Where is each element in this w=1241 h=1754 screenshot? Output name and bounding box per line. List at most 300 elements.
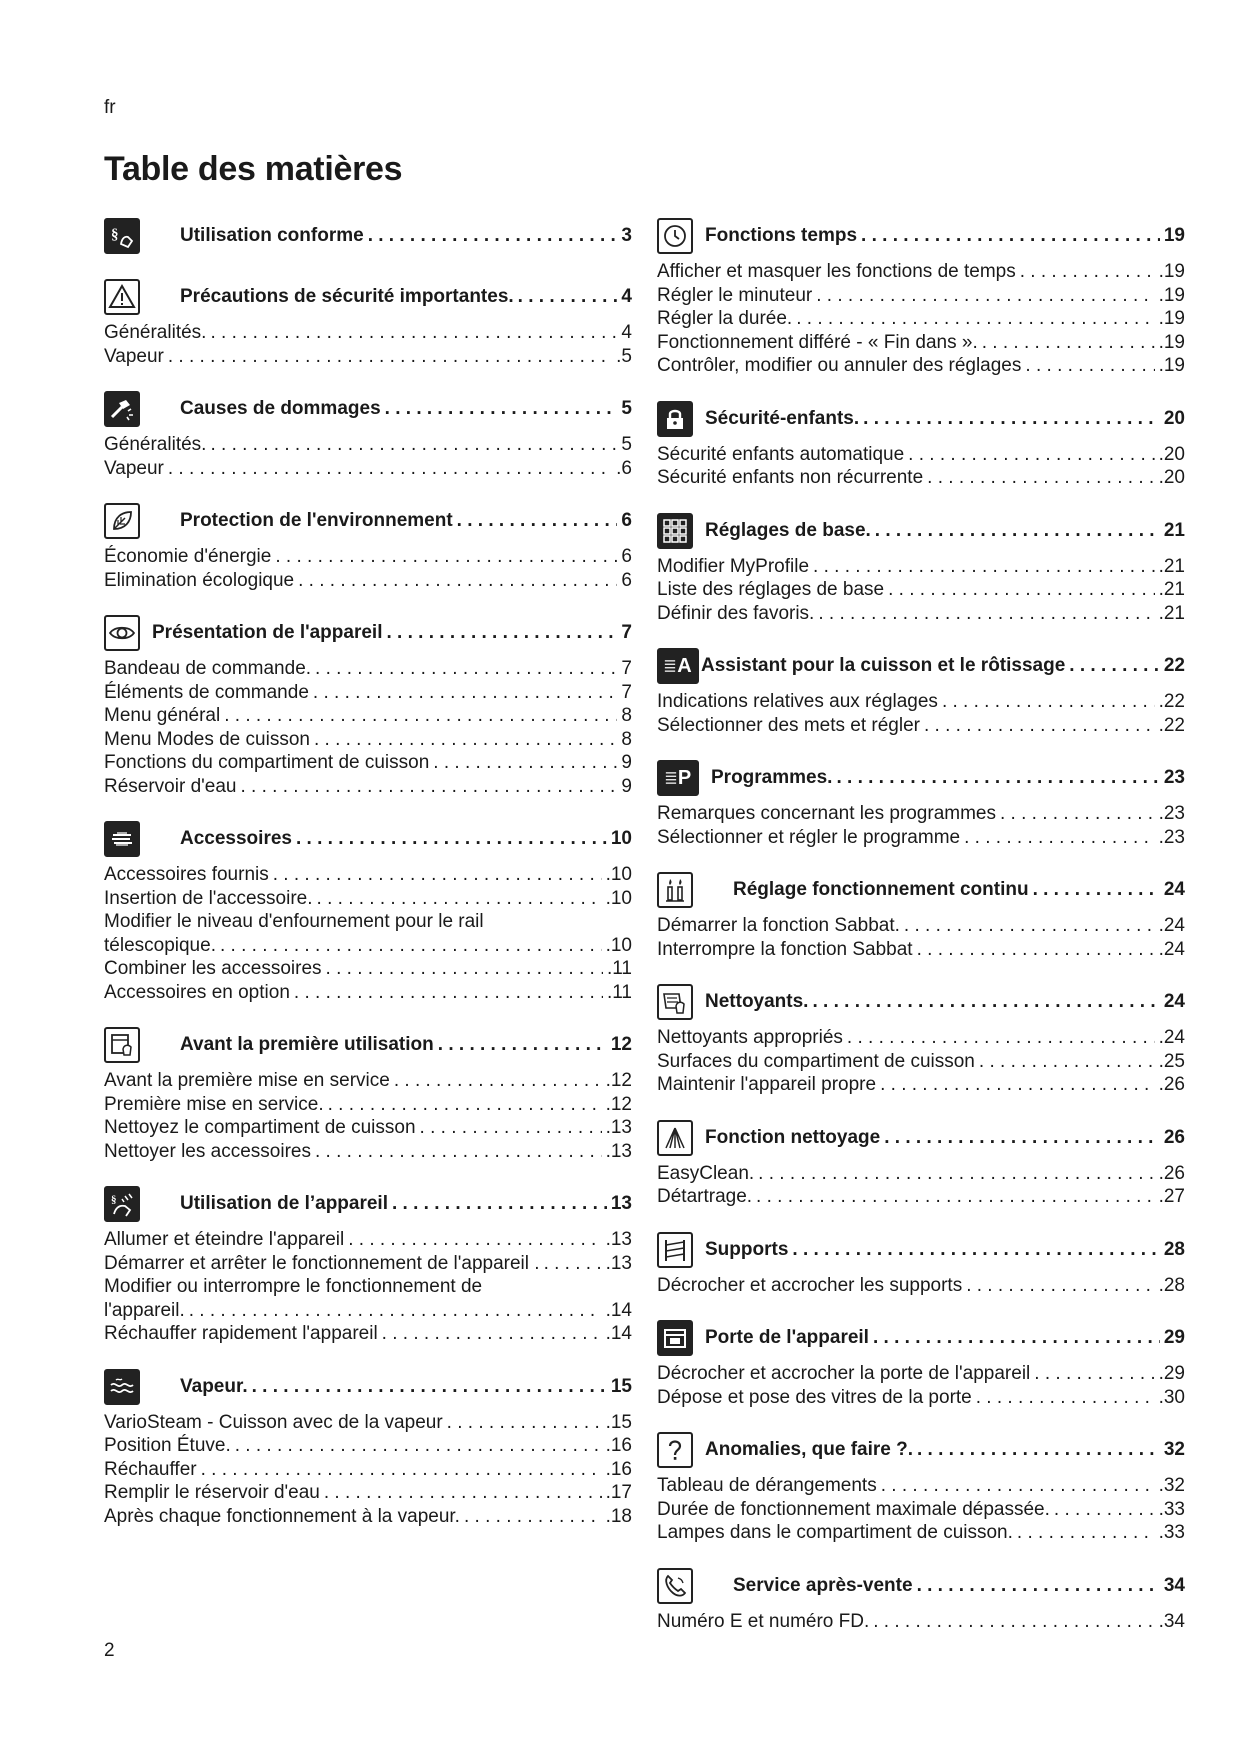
section-title-label: Nettoyants. — [705, 991, 809, 1012]
toc-entry[interactable] — [657, 802, 1185, 826]
dot-leader — [917, 1575, 1160, 1597]
steam-icon — [104, 1369, 140, 1405]
toc-entry[interactable] — [104, 321, 632, 345]
toc-entry[interactable] — [104, 457, 632, 481]
toc-entry[interactable] — [104, 887, 632, 911]
entry-label: Fonctionnement différé - « Fin dans ». — [657, 331, 978, 353]
section-page-number: 28 — [1163, 1238, 1185, 1260]
entry-page-number: .11 — [606, 958, 632, 979]
toc-section-service-apres-vente — [657, 1566, 1185, 1634]
dot-leader — [313, 681, 618, 705]
dot-leader — [348, 1228, 601, 1252]
entry-label: VarioSteam - Cuisson avec de la vapeur — [104, 1411, 443, 1433]
section-heading[interactable] — [657, 758, 1185, 798]
entry-list — [104, 1411, 632, 1529]
section-heading[interactable] — [657, 870, 1185, 910]
cleaning-agents-icon — [657, 984, 693, 1020]
dot-leader — [816, 284, 1154, 308]
toc-entry[interactable] — [657, 1185, 1185, 1209]
entry-page-number: .23 — [1158, 803, 1185, 824]
dot-leader — [836, 767, 1159, 789]
section-page-number: 15 — [610, 1375, 632, 1397]
entry-label: Interrompre la fonction Sabbat — [657, 938, 913, 960]
section-page-number: 32 — [1163, 1439, 1185, 1460]
toc-entry[interactable] — [104, 1116, 632, 1140]
dot-leader — [1025, 354, 1154, 378]
toc-section-utilisation-conforme — [104, 216, 632, 256]
dot-leader — [275, 545, 617, 569]
dot-leader — [168, 457, 612, 481]
section-heading[interactable] — [104, 501, 632, 541]
dot-leader — [252, 1376, 607, 1398]
toc-entry[interactable] — [104, 1140, 632, 1164]
assistant-a-icon — [657, 648, 699, 684]
section-title — [733, 879, 1185, 901]
toc-entry[interactable] — [657, 1521, 1185, 1545]
section-heading[interactable] — [657, 399, 1185, 439]
dot-leader — [917, 938, 1155, 962]
sabbath-candles-icon — [657, 872, 693, 908]
toc-entry[interactable] — [104, 1434, 632, 1458]
warning-triangle-icon — [104, 279, 140, 315]
toc-entry[interactable] — [657, 714, 1185, 738]
section-title-label: Fonctions temps — [705, 225, 858, 246]
entry-label: Numéro E et numéro FD. — [657, 1610, 870, 1632]
entry-label: EasyClean. — [657, 1162, 755, 1184]
entry-label: Allumer et éteindre l'appareil — [104, 1229, 345, 1250]
entry-page-number: .25 — [1158, 1050, 1185, 1072]
section-title — [180, 286, 632, 308]
dot-leader — [273, 863, 602, 887]
toc-entry[interactable] — [104, 1458, 632, 1482]
entry-page-number: .32 — [1158, 1475, 1185, 1496]
dot-leader — [189, 1299, 602, 1323]
dot-leader — [438, 1034, 607, 1056]
dot-leader — [976, 1386, 1155, 1410]
entry-label: Nettoyez le compartiment de cuisson — [104, 1117, 416, 1138]
section-title-label: Utilisation de l’appareil — [180, 1193, 388, 1214]
dot-leader — [812, 991, 1159, 1013]
section-page-number: 22 — [1163, 655, 1185, 676]
toc-entry[interactable] — [657, 284, 1185, 308]
toc-entry[interactable] — [104, 751, 632, 775]
entry-list — [657, 1162, 1185, 1209]
section-title — [705, 225, 1185, 247]
page-number: 2 — [104, 1640, 115, 1661]
dot-leader — [294, 981, 603, 1005]
entry-page-number: .19 — [1158, 355, 1185, 376]
dot-leader — [756, 1185, 1155, 1209]
toc-entry[interactable] — [657, 1050, 1185, 1074]
entry-label: Définir des favoris. — [657, 602, 815, 624]
entry-page-number: .28 — [1158, 1274, 1185, 1296]
section-title — [180, 398, 632, 420]
dot-leader — [880, 1073, 1155, 1097]
entry-label: Vapeur — [104, 457, 164, 479]
entry-list — [657, 1274, 1185, 1298]
section-heading[interactable] — [104, 1367, 632, 1407]
entry-list — [657, 802, 1185, 849]
section-title-label: Sécurité-enfants. — [705, 407, 860, 429]
dot-leader — [964, 826, 1154, 850]
section-title — [733, 1575, 1185, 1597]
entry-page-number: .33 — [1158, 1522, 1185, 1543]
toc-entry[interactable] — [657, 914, 1185, 938]
entry-label: Éléments de commande — [104, 681, 309, 703]
dot-leader — [298, 569, 617, 593]
toc-entry[interactable] — [657, 1386, 1185, 1410]
dot-leader — [908, 443, 1154, 467]
entry-label: Généralités. — [104, 434, 207, 455]
toc-entry[interactable] — [657, 938, 1185, 962]
section-title — [180, 1376, 632, 1398]
entry-label: Vapeur — [104, 345, 164, 367]
entry-list — [104, 433, 632, 480]
toc-entry[interactable] — [104, 657, 632, 681]
entry-label: Réchauffer rapidement l'appareil — [104, 1323, 378, 1344]
section-title-label: Protection de l'environnement — [180, 510, 453, 531]
dot-leader — [813, 555, 1155, 579]
toc-entry[interactable] — [657, 1162, 1185, 1186]
toc-entry[interactable] — [104, 1411, 632, 1435]
entry-label: Durée de fonctionnement maximale dépassée. — [657, 1498, 1050, 1520]
hand-operation-icon — [104, 1186, 140, 1222]
entry-label: Régler le minuteur — [657, 284, 813, 306]
toc-entry[interactable] — [657, 1498, 1185, 1522]
section-title — [180, 1034, 632, 1056]
dot-leader — [1020, 260, 1155, 284]
toc-entry[interactable] — [657, 1610, 1185, 1634]
entry-page-number: .11 — [606, 981, 632, 1003]
dot-leader — [368, 225, 618, 247]
dot-leader — [385, 398, 618, 420]
entry-page-number: .16 — [605, 1435, 632, 1456]
page-title: Table des matières — [104, 150, 403, 188]
toc-section-vapeur — [104, 1367, 632, 1529]
entry-label: Décrocher et accrocher la porte de l'appareil — [657, 1363, 1031, 1384]
entry-page-number: .14 — [605, 1323, 632, 1344]
entry-label: Lampes dans le compartiment de cuisson. — [657, 1522, 1013, 1543]
section-title-label: Vapeur. — [180, 1375, 248, 1397]
entry-page-number: .24 — [1158, 938, 1185, 960]
section-heading[interactable] — [104, 389, 632, 429]
dot-leader — [386, 622, 617, 644]
entry-page-number: .22 — [1158, 691, 1185, 712]
section-page-number: 20 — [1163, 407, 1185, 429]
entry-page-number: .13 — [605, 1229, 632, 1250]
entry-label: Réchauffer — [104, 1458, 197, 1480]
dot-leader — [979, 1050, 1155, 1074]
entry-page-number: 8 — [621, 728, 632, 750]
section-heading[interactable] — [104, 216, 632, 256]
section-heading[interactable] — [657, 646, 1185, 686]
toc-entry[interactable] — [104, 1252, 632, 1276]
entry-page-number: .18 — [605, 1505, 632, 1527]
dot-leader — [792, 1239, 1159, 1261]
toc-entry[interactable] — [657, 307, 1185, 331]
section-heading[interactable] — [657, 1318, 1185, 1358]
entry-label-continued: télescopique. — [104, 934, 216, 956]
section-title — [180, 828, 632, 850]
entry-page-number: .16 — [605, 1458, 632, 1480]
section-page-number: 6 — [621, 510, 632, 531]
toc-entry[interactable] — [657, 1073, 1185, 1097]
entry-page-number: .34 — [1158, 1610, 1185, 1632]
entry-page-number: .13 — [605, 1252, 632, 1274]
dot-leader — [328, 1093, 602, 1117]
entry-label: Sélectionner et régler le programme — [657, 826, 961, 848]
entry-page-number: 5 — [621, 434, 632, 455]
entry-list — [104, 657, 632, 798]
dot-leader — [315, 1140, 602, 1164]
dot-leader — [796, 307, 1154, 331]
dot-leader — [942, 690, 1155, 714]
toc-entry[interactable] — [104, 863, 632, 887]
dot-leader — [875, 520, 1160, 542]
entry-label: Accessoires fournis — [104, 864, 269, 885]
section-page-number: 4 — [621, 286, 632, 307]
entry-list — [104, 1228, 632, 1346]
toc-entry[interactable] — [657, 443, 1185, 467]
entry-label: Accessoires en option — [104, 981, 290, 1003]
section-title-label: Réglages de base. — [705, 519, 871, 541]
dot-leader — [240, 775, 617, 799]
dot-leader — [433, 751, 617, 775]
section-page-number: 26 — [1163, 1126, 1185, 1148]
language-code: fr — [104, 97, 116, 118]
toc-entry[interactable] — [657, 1362, 1185, 1386]
entry-page-number: .29 — [1158, 1363, 1185, 1384]
toc-section-avant-la-premiere-utilisation — [104, 1025, 632, 1163]
entry-page-number: .33 — [1158, 1498, 1185, 1520]
dot-leader — [544, 1252, 602, 1276]
section-title — [705, 991, 1185, 1013]
svg-text:§: § — [111, 227, 119, 243]
section-page-number: 34 — [1163, 1574, 1185, 1596]
entry-label: Surfaces du compartiment de cuisson — [657, 1050, 975, 1072]
toc-entry[interactable] — [104, 1322, 632, 1346]
entry-label: Sécurité enfants automatique — [657, 443, 905, 465]
section-heading[interactable] — [657, 982, 1185, 1022]
section-heading[interactable] — [657, 216, 1185, 256]
section-page-number: 23 — [1163, 767, 1185, 788]
section-title — [705, 1127, 1185, 1149]
entry-page-number: 9 — [621, 775, 632, 797]
entry-page-number: .22 — [1158, 714, 1185, 736]
entry-page-number: 7 — [621, 658, 632, 679]
entry-continuation — [104, 934, 632, 958]
entry-label: Elimination écologique — [104, 569, 295, 591]
toc-right-column — [657, 216, 1185, 1654]
toc-entry[interactable] — [657, 354, 1185, 378]
entry-list — [657, 690, 1185, 737]
toc-entry[interactable] — [104, 545, 632, 569]
entry-list — [104, 545, 632, 592]
toc-section-reglage-fonctionnement-continu — [657, 870, 1185, 961]
dot-leader — [324, 1481, 602, 1505]
section-heading[interactable] — [104, 819, 632, 859]
entry-label: Démarrer la fonction Sabbat. — [657, 915, 900, 936]
section-title-label: Accessoires — [180, 828, 292, 849]
toc-section-porte-de-l-appareil — [657, 1318, 1185, 1409]
entry-page-number: .24 — [1158, 1027, 1185, 1048]
section-title — [180, 510, 632, 532]
section-heading[interactable] — [104, 1184, 632, 1224]
section-page-number: 3 — [621, 225, 632, 246]
entry-page-number: .13 — [605, 1117, 632, 1138]
entry-label: Modifier MyProfile — [657, 555, 810, 577]
dot-leader — [888, 578, 1154, 602]
toc-entry[interactable] — [657, 331, 1185, 355]
entry-page-number: .26 — [1158, 1074, 1185, 1095]
toc-entry[interactable] — [104, 433, 632, 457]
entry-label: Généralités. — [104, 322, 207, 343]
entry-continuation — [104, 1299, 632, 1323]
toc-entry[interactable] — [104, 1228, 632, 1252]
toc-entry[interactable] — [104, 728, 632, 752]
dot-leader — [326, 957, 603, 981]
first-use-icon — [104, 1027, 140, 1063]
entry-list — [657, 1610, 1185, 1634]
section-heading[interactable] — [104, 277, 632, 317]
entry-label: Menu Modes de cuisson — [104, 728, 310, 750]
section-page-number: 24 — [1163, 879, 1185, 900]
entry-label: Sécurité enfants non récurrente — [657, 467, 924, 488]
entry-list — [657, 260, 1185, 378]
section-title-label: Assistant pour la cuisson et le rôtissage — [701, 655, 1066, 676]
toc-section-supports — [657, 1230, 1185, 1298]
dot-leader — [861, 225, 1160, 247]
section-title-label: Fonction nettoyage — [705, 1126, 881, 1148]
rack-supports-icon — [657, 1232, 693, 1268]
section-title — [705, 1239, 1185, 1261]
toc-entry[interactable] — [104, 910, 632, 957]
damage-hammer-icon — [104, 391, 140, 427]
toc-entry[interactable] — [657, 555, 1185, 579]
section-heading[interactable] — [657, 511, 1185, 551]
toc-entry[interactable] — [104, 957, 632, 981]
toc-entry[interactable] — [104, 1093, 632, 1117]
entry-page-number: .19 — [1158, 308, 1185, 329]
toc-entry[interactable] — [104, 345, 632, 369]
entry-list — [657, 1026, 1185, 1097]
entry-label: Insertion de l'accessoire. — [104, 887, 313, 909]
section-heading[interactable] — [657, 1118, 1185, 1158]
section-heading[interactable] — [657, 1430, 1185, 1470]
section-hand-icon — [104, 218, 140, 254]
entry-page-number: .13 — [605, 1140, 632, 1162]
dot-leader — [884, 1127, 1160, 1149]
dot-leader — [758, 1162, 1154, 1186]
section-title-label: Programmes. — [711, 767, 833, 788]
toc-entry[interactable] — [657, 690, 1185, 714]
entry-page-number: .10 — [605, 887, 632, 909]
leaf-icon — [104, 503, 140, 539]
section-title-label: Réglage fonctionnement continu — [733, 879, 1029, 900]
entry-page-number: .12 — [605, 1093, 632, 1115]
entry-page-number: 9 — [621, 752, 632, 773]
toc-entry[interactable] — [104, 1275, 632, 1322]
entry-label: Première mise en service. — [104, 1093, 324, 1115]
dot-leader — [220, 934, 602, 958]
toc-entry[interactable] — [104, 1069, 632, 1093]
entry-label: Modifier le niveau d'enfournement pour le rail — [104, 911, 484, 932]
entry-page-number: .19 — [1158, 331, 1185, 353]
section-title-label: Causes de dommages — [180, 398, 381, 419]
entry-list — [104, 321, 632, 368]
dot-leader — [917, 1439, 1160, 1461]
dot-leader — [1033, 879, 1160, 901]
entry-label: Détartrage. — [657, 1186, 753, 1207]
cleaning-function-icon — [657, 1120, 693, 1156]
toc-entry[interactable] — [104, 704, 632, 728]
entry-page-number: .5 — [616, 345, 632, 367]
toc-entry[interactable] — [657, 1474, 1185, 1498]
dot-leader — [966, 1274, 1154, 1298]
entry-list — [104, 1069, 632, 1163]
toc-entry[interactable] — [104, 681, 632, 705]
section-heading[interactable] — [104, 1025, 632, 1065]
section-title-label: Anomalies, que faire ?. — [705, 1439, 913, 1460]
entry-page-number: .10 — [605, 864, 632, 885]
dot-leader — [168, 345, 612, 369]
toc-entry[interactable] — [657, 826, 1185, 850]
dot-leader — [927, 466, 1154, 490]
section-heading[interactable] — [104, 613, 632, 653]
toc-entry[interactable] — [657, 1026, 1185, 1050]
programmes-p-icon — [657, 760, 699, 796]
toc-entry[interactable] — [104, 775, 632, 799]
dot-leader — [518, 286, 618, 308]
grid-settings-icon — [657, 513, 693, 549]
toc-entry[interactable] — [104, 981, 632, 1005]
toc-section-reglages-de-base — [657, 511, 1185, 626]
entry-page-number: .21 — [1158, 579, 1185, 600]
entry-list — [657, 443, 1185, 490]
entry-label: Nettoyer les accessoires — [104, 1140, 311, 1162]
toc-entry[interactable] — [104, 1481, 632, 1505]
toc-entry[interactable] — [657, 602, 1185, 626]
entry-label: Maintenir l'appareil propre — [657, 1074, 877, 1095]
clock-icon — [657, 218, 693, 254]
entry-list — [657, 1362, 1185, 1409]
toc-section-utilisation-de-l-appareil — [104, 1184, 632, 1346]
toc-entry[interactable] — [104, 569, 632, 593]
entry-label: Avant la première mise en service — [104, 1070, 390, 1091]
toc-entry[interactable] — [657, 466, 1185, 490]
section-heading[interactable] — [657, 1230, 1185, 1270]
entry-page-number: .14 — [605, 1299, 632, 1321]
section-heading[interactable] — [657, 1566, 1185, 1606]
entry-label: Après chaque fonctionnement à la vapeur. — [104, 1505, 460, 1527]
section-page-number: 12 — [610, 1034, 632, 1055]
entry-page-number: .26 — [1158, 1162, 1185, 1184]
entry-label: Modifier ou interrompre le fonctionnement de — [104, 1276, 483, 1297]
entry-label: Décrocher et accrocher les supports — [657, 1274, 963, 1296]
dot-leader — [1017, 1521, 1155, 1545]
toc-section-fonction-nettoyage — [657, 1118, 1185, 1209]
toc-entry[interactable] — [657, 578, 1185, 602]
toc-entry[interactable] — [657, 260, 1185, 284]
entry-list — [657, 1474, 1185, 1545]
toc-entry[interactable] — [657, 1274, 1185, 1298]
section-page-number: 13 — [610, 1193, 632, 1214]
dot-leader — [296, 828, 607, 850]
toc-entry[interactable] — [104, 1505, 632, 1529]
section-page-number: 29 — [1163, 1327, 1185, 1348]
entry-list — [657, 914, 1185, 961]
dot-leader — [904, 914, 1155, 938]
